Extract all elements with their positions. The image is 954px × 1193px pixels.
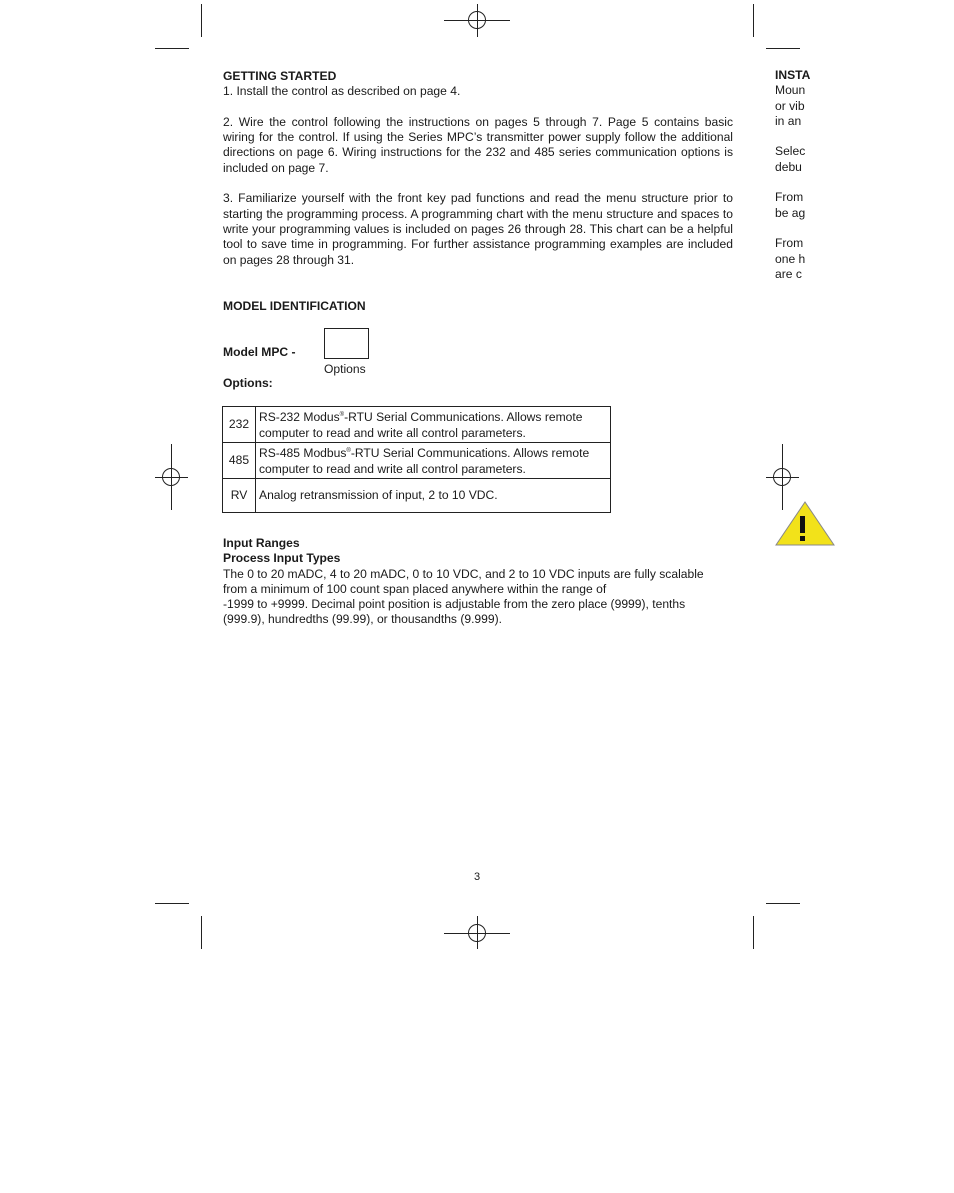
next-page-line: or vib <box>775 98 805 113</box>
options-box <box>324 328 369 359</box>
input-ranges-line-4: (999.9), hundredths (99.99), or thousandths (9.999). <box>223 612 503 627</box>
next-page-line: Moun <box>775 83 806 98</box>
next-page-line: Selec <box>775 144 806 159</box>
options-box-caption: Options <box>324 362 366 376</box>
next-page-column <box>775 68 811 282</box>
next-page-line <box>775 129 805 144</box>
input-ranges-line-2: from a minimum of 100 count span placed anywhere within the range of <box>223 581 607 596</box>
step-1: 1. Install the control as described on page 4. <box>223 84 461 99</box>
getting-started-heading: GETTING STARTED <box>223 69 337 83</box>
next-page-heading: INSTA <box>775 68 811 82</box>
option-description: RS-485 Modbus®-RTU Serial Communications. Allows remote computer to read and write all control parameters. <box>256 443 611 479</box>
table-row <box>223 479 611 513</box>
crop-mark-top-right-v <box>753 4 754 37</box>
crop-mark-bottom-right-v <box>753 916 754 949</box>
next-page-line: are c <box>775 266 802 281</box>
crop-mark-bottom-left-v <box>201 916 202 949</box>
getting-started-section <box>223 69 733 268</box>
input-ranges-section <box>223 536 733 628</box>
input-ranges-heading: Input Ranges <box>223 536 300 550</box>
next-page-line <box>775 175 805 190</box>
model-identification-heading: MODEL IDENTIFICATION <box>223 299 366 313</box>
crop-mark-bottom-right-h <box>766 903 800 904</box>
page-number: 3 <box>474 871 481 883</box>
next-page-line: in an <box>775 113 802 128</box>
step-3: 3. Familiarize yourself with the front key pad functions and read the menu structure prior to starting the programming process. A programming chart with the menu structure and spaces to write your programming values is included on pages 26 through 28. This chart can be a helpful tool to save time in programming. For further assistance programming examples are included on pages 28 through 31. <box>223 191 733 267</box>
reg-mark-top-circle <box>468 11 486 29</box>
next-page-line: debu <box>775 159 802 174</box>
option-description: Analog retransmission of input, 2 to 10 VDC. <box>256 479 611 513</box>
warning-icon <box>776 500 805 546</box>
next-page-line: From <box>775 190 804 205</box>
reg-mark-bottom-circle <box>468 924 486 942</box>
input-ranges-line-3: -1999 to +9999. Decimal point position is adjustable from the zero place (9999), tenths <box>223 597 686 612</box>
next-page-line <box>775 221 805 236</box>
reg-mark-left-circle <box>162 468 180 486</box>
next-page-line: one h <box>775 251 806 266</box>
registered-mark: ® <box>339 412 345 419</box>
process-input-types-heading: Process Input Types <box>223 551 341 566</box>
table-row <box>223 443 611 479</box>
crop-mark-bottom-left-h <box>155 903 189 904</box>
table-row <box>223 407 611 443</box>
step-2: 2. Wire the control following the instructions on pages 5 through 7. Page 5 contains basic wiring for the control. If using the Series MPC’s transmitter power supply follow the additional directions on page 6. Wiring instructions for the 232 and 485 series communication options is included on page 7. <box>223 114 733 175</box>
crop-mark-top-left-h <box>155 48 189 49</box>
next-page-line: be ag <box>775 205 806 220</box>
option-description: RS-232 Modus®-RTU Serial Communications. Allows remote computer to read and write all control parameters. <box>256 407 611 443</box>
option-code: 232 <box>223 407 256 443</box>
crop-mark-top-left-v <box>201 4 202 37</box>
next-page-line: From <box>775 236 804 251</box>
reg-mark-right-circle <box>773 468 791 486</box>
input-ranges-line-1: The 0 to 20 mADC, 4 to 20 mADC, 0 to 10 VDC, and 2 to 10 VDC inputs are fully scalable <box>223 566 704 581</box>
model-label: Model MPC - <box>223 345 296 359</box>
registered-mark: ® <box>346 448 351 455</box>
option-code: 485 <box>223 443 256 479</box>
crop-mark-top-right-h <box>766 48 800 49</box>
options-label: Options: <box>223 376 273 390</box>
option-code: RV <box>223 479 256 513</box>
options-table <box>222 406 611 513</box>
